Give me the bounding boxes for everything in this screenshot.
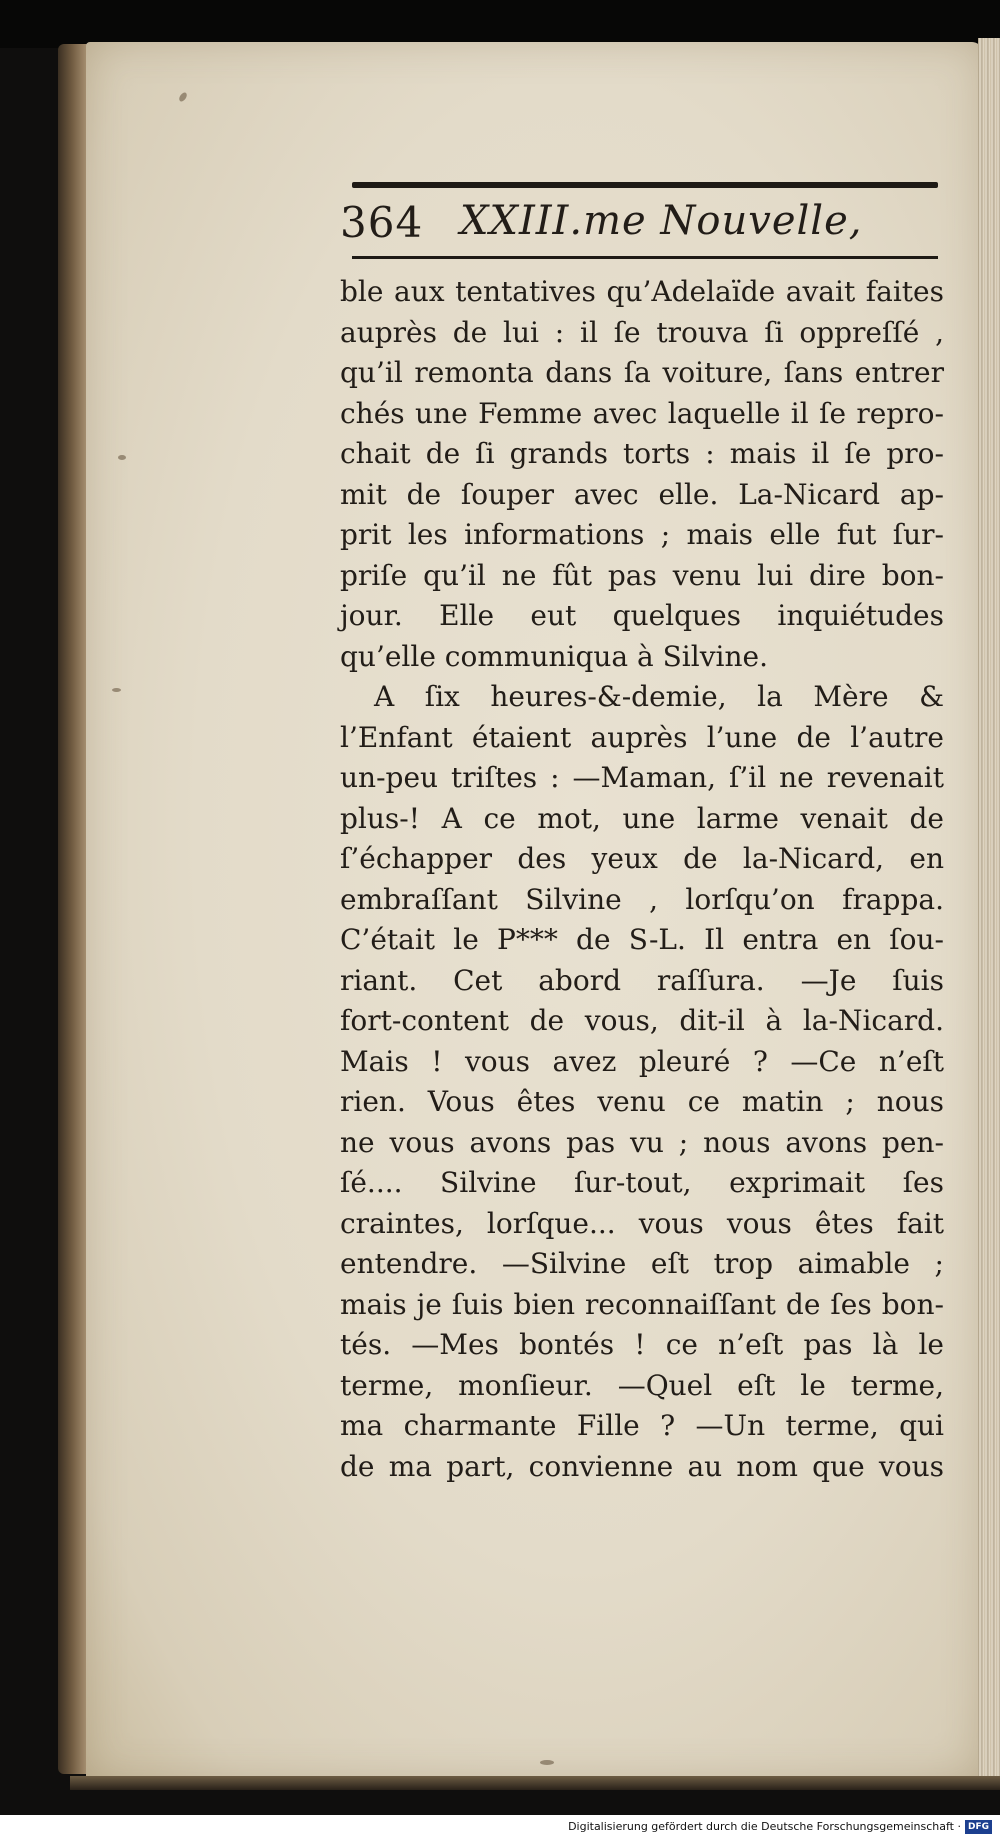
text-line: mais je ſuis bien reconnaiſſant de ſes bon- xyxy=(340,1287,944,1321)
text-line: embraſſant Silvine , lorſqu’on frappa. xyxy=(340,882,944,916)
text-line: ſé.... Silvine ſur-tout, exprimait ſes xyxy=(340,1166,944,1199)
text-line: C’était le P*** de S-L. Il entra en ſou- xyxy=(340,923,944,956)
text-line: entendre. —Silvine eſt trop aimable ; xyxy=(340,1247,944,1280)
text-line: chait de ſi grands torts : mais il ſe pro- xyxy=(340,437,944,470)
text-line: ma charmante Fille ? —Un terme, qui xyxy=(340,1409,944,1442)
text-line: ſ’échapper des yeux de la-Nicard, en xyxy=(340,842,944,875)
text-line: terme, monſieur. —Quel eſt le terme, xyxy=(340,1368,944,1402)
page-right-edges xyxy=(978,38,1000,1786)
page-bottom-edge xyxy=(70,1776,1000,1790)
text-line: Mais ! vous avez pleuré ? —Ce n’eſt xyxy=(340,1044,944,1078)
dfg-logo: DFG xyxy=(965,1820,992,1834)
text-line: qu’elle communiqua à Silvine. xyxy=(340,639,768,673)
text-line: un-peu triſtes : —Maman, ſ’il ne revenait xyxy=(340,761,944,794)
text-line: riant. Cet abord raſſura. —Je ſuis xyxy=(340,963,944,997)
paper-speck xyxy=(540,1760,554,1765)
text-line: prit les informations ; mais elle fut ſur- xyxy=(340,518,944,551)
text-line: priſe qu’il ne fût pas venu lui dire bon- xyxy=(340,558,944,592)
text-line: plus-! A ce mot, une larme venait de xyxy=(340,801,944,835)
credit-text: Digitalisierung gefördert durch die Deutsche Forschungsgemeinschaft · xyxy=(568,1820,961,1833)
page-number: 364 xyxy=(340,198,424,247)
funding-credit xyxy=(568,1819,992,1835)
text-line: auprès de lui : il ſe trouva ſi oppreſſé , xyxy=(340,315,944,349)
text-line: rien. Vous êtes venu ce matin ; nous xyxy=(340,1085,944,1118)
text-line: craintes, lorſque... vous vous êtes fait xyxy=(340,1206,944,1240)
text-line: ne vous avons pas vu ; nous avons pen- xyxy=(340,1125,944,1159)
running-title: XXIII.me Nouvelle, xyxy=(460,198,863,244)
text-line: qu’il remonta dans ſa voiture, ſans entrer xyxy=(340,356,944,389)
body-text xyxy=(340,272,944,1487)
paper-speck xyxy=(112,688,121,692)
header-rule-top xyxy=(352,182,938,188)
scan-top-border xyxy=(0,0,1000,48)
header-rule-bottom xyxy=(352,256,938,259)
text-line: ble aux tentatives qu’Adelaïde avait faites xyxy=(340,275,944,308)
text-line: de ma part, convienne au nom que vous xyxy=(340,1449,944,1483)
text-line: l’Enfant étaient auprès l’une de l’autre xyxy=(340,720,944,754)
paper-speck xyxy=(118,455,126,460)
paragraph-start-line: A ſix heures-&-demie, la Mère & xyxy=(374,680,944,713)
text-line: tés. —Mes bontés ! ce n’eſt pas là le xyxy=(340,1328,944,1361)
running-header xyxy=(340,196,940,254)
text-line: jour. Elle eut quelques inquiétudes xyxy=(340,599,944,632)
text-line: mit de ſouper avec elle. La-Nicard ap- xyxy=(340,477,944,511)
text-line: fort-content de vous, dit-il à la-Nicard. xyxy=(340,1004,944,1037)
text-line: chés une Femme avec laquelle il ſe repro- xyxy=(340,396,944,430)
